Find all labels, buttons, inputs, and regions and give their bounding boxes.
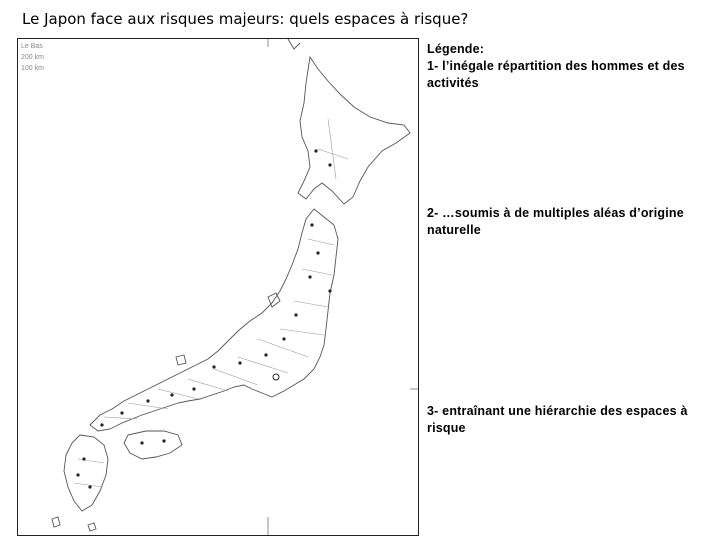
- city-point: [328, 289, 331, 292]
- city-point: [100, 423, 103, 426]
- city-point: [314, 149, 317, 152]
- map-scale-label-bottom: 100 km: [21, 65, 44, 72]
- city-point: [76, 473, 79, 476]
- legend-item-2: 2- …soumis à de multiples aléas d’origine naturelle: [427, 206, 684, 237]
- city-point: [192, 387, 195, 390]
- city-point: [212, 365, 215, 368]
- japan-map-svg: [18, 39, 418, 535]
- hokkaido-outline: [298, 57, 410, 204]
- honshu-outline: [90, 209, 338, 431]
- city-point: [310, 223, 313, 226]
- city-point: [328, 163, 331, 166]
- oki-islands-outline: [176, 355, 186, 365]
- sakhalin-outline: [288, 39, 300, 49]
- capital-marker: [273, 374, 279, 380]
- legend-heading: Légende:: [427, 42, 485, 56]
- shikoku-outline: [124, 431, 182, 459]
- city-point: [170, 393, 173, 396]
- city-point: [294, 313, 297, 316]
- city-point: [308, 275, 311, 278]
- japan-outline-map: [17, 38, 419, 536]
- map-scale-label-mid: 200 km: [21, 54, 44, 61]
- city-point: [146, 399, 149, 402]
- city-point: [82, 457, 85, 460]
- city-point: [120, 411, 123, 414]
- legend-item-3: 3- entraînant une hiérarchie des espaces à risque: [427, 404, 688, 435]
- southern-islands-outline: [52, 517, 96, 531]
- city-point: [282, 337, 285, 340]
- city-point: [88, 485, 91, 488]
- legend-item-1: 1- l’inégale répartition des hommes et des activités: [427, 59, 685, 90]
- city-point: [238, 361, 241, 364]
- page-title: Le Japon face aux risques majeurs: quels espaces à risque?: [22, 10, 469, 28]
- city-point: [316, 251, 319, 254]
- city-point: [264, 353, 267, 356]
- city-point: [162, 439, 165, 442]
- map-scale: [21, 41, 44, 74]
- kyushu-outline: [64, 435, 108, 511]
- city-point: [140, 441, 143, 444]
- map-scale-label-top: Le Bas: [21, 43, 43, 50]
